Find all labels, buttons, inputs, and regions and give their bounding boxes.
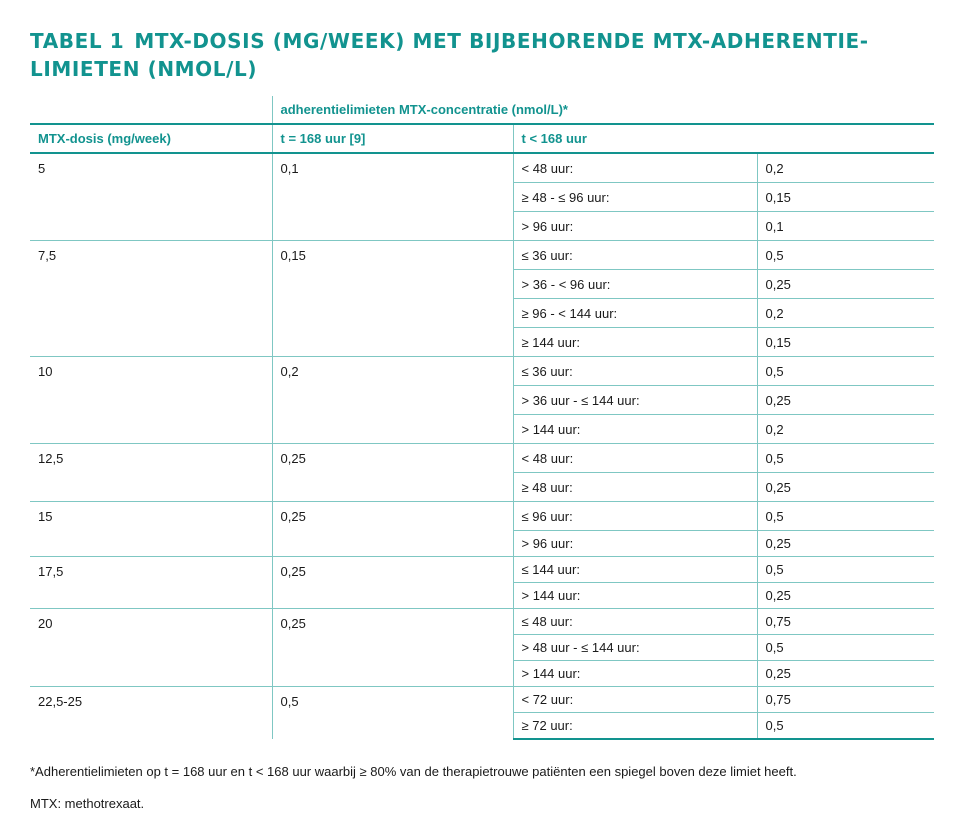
time-range-cell: ≥ 96 - < 144 uur: bbox=[513, 299, 757, 328]
time-range-cell: < 72 uur: bbox=[513, 687, 757, 713]
limit-value-cell: 0,5 bbox=[757, 557, 934, 583]
time-range-cell: > 96 uur: bbox=[513, 531, 757, 557]
limit-value-cell: 0,2 bbox=[757, 153, 934, 183]
column-header-tlt168: t < 168 uur bbox=[513, 124, 934, 153]
limit-value-cell: 0,5 bbox=[757, 713, 934, 740]
time-range-cell: > 48 uur - ≤ 144 uur: bbox=[513, 635, 757, 661]
time-range-cell: ≤ 96 uur: bbox=[513, 502, 757, 531]
table-row bbox=[30, 687, 934, 713]
table-row bbox=[30, 502, 934, 531]
time-range-cell: < 48 uur: bbox=[513, 153, 757, 183]
dose-cell: 22,5-25 bbox=[30, 687, 272, 740]
limit-value-cell: 0,25 bbox=[757, 583, 934, 609]
limit-value-cell: 0,75 bbox=[757, 687, 934, 713]
limit-value-cell: 0,1 bbox=[757, 212, 934, 241]
group-header: adherentielimieten MTX-concentratie (nmol/L)* bbox=[272, 96, 934, 124]
dose-cell: 17,5 bbox=[30, 557, 272, 609]
limit-value-cell: 0,25 bbox=[757, 270, 934, 299]
table-row bbox=[30, 444, 934, 473]
t168-cell: 0,25 bbox=[272, 557, 513, 609]
time-range-cell: ≥ 144 uur: bbox=[513, 328, 757, 357]
abbreviation-note: MTX: methotrexaat. bbox=[30, 796, 145, 811]
limit-value-cell: 0,25 bbox=[757, 661, 934, 687]
table-body bbox=[30, 153, 934, 739]
time-range-cell: > 96 uur: bbox=[513, 212, 757, 241]
t168-cell: 0,25 bbox=[272, 444, 513, 502]
limit-value-cell: 0,75 bbox=[757, 609, 934, 635]
mtx-dose-table bbox=[30, 96, 934, 740]
dose-cell: 20 bbox=[30, 609, 272, 687]
time-range-cell: ≤ 48 uur: bbox=[513, 609, 757, 635]
limit-value-cell: 0,5 bbox=[757, 357, 934, 386]
t168-cell: 0,5 bbox=[272, 687, 513, 740]
t168-cell: 0,15 bbox=[272, 241, 513, 357]
table-row bbox=[30, 609, 934, 635]
dose-cell: 15 bbox=[30, 502, 272, 557]
time-range-cell: > 36 - < 96 uur: bbox=[513, 270, 757, 299]
t168-cell: 0,25 bbox=[272, 502, 513, 557]
t168-cell: 0,1 bbox=[272, 153, 513, 241]
table-title-text: MTX-DOSIS (MG/WEEK) MET BIJBEHORENDE MTX-ADHERENTIE-LIMIETEN (NMOL/L) bbox=[30, 29, 869, 81]
time-range-cell: ≥ 72 uur: bbox=[513, 713, 757, 740]
time-range-cell: ≥ 48 uur: bbox=[513, 473, 757, 502]
table-title bbox=[30, 27, 910, 83]
limit-value-cell: 0,5 bbox=[757, 241, 934, 270]
time-range-cell: > 144 uur: bbox=[513, 415, 757, 444]
column-header-row bbox=[30, 124, 934, 153]
table-number: TABEL 1 bbox=[30, 29, 125, 53]
t168-cell: 0,2 bbox=[272, 357, 513, 444]
limit-value-cell: 0,15 bbox=[757, 328, 934, 357]
column-header-t168: t = 168 uur [9] bbox=[272, 124, 513, 153]
time-range-cell: > 144 uur: bbox=[513, 661, 757, 687]
footnote: *Adherentielimieten op t = 168 uur en t < 168 uur waarbij ≥ 80% van de therapietrouwe patiënten een spiegel boven deze limiet heeft. bbox=[30, 764, 797, 779]
limit-value-cell: 0,5 bbox=[757, 635, 934, 661]
t168-cell: 0,25 bbox=[272, 609, 513, 687]
limit-value-cell: 0,2 bbox=[757, 299, 934, 328]
limit-value-cell: 0,25 bbox=[757, 386, 934, 415]
limit-value-cell: 0,2 bbox=[757, 415, 934, 444]
table-row bbox=[30, 153, 934, 183]
dose-cell: 10 bbox=[30, 357, 272, 444]
limit-value-cell: 0,5 bbox=[757, 444, 934, 473]
dose-cell: 12,5 bbox=[30, 444, 272, 502]
time-range-cell: > 36 uur - ≤ 144 uur: bbox=[513, 386, 757, 415]
time-range-cell: > 144 uur: bbox=[513, 583, 757, 609]
limit-value-cell: 0,25 bbox=[757, 473, 934, 502]
limit-value-cell: 0,5 bbox=[757, 502, 934, 531]
dose-cell: 7,5 bbox=[30, 241, 272, 357]
header-empty-cell bbox=[30, 96, 272, 124]
time-range-cell: ≤ 144 uur: bbox=[513, 557, 757, 583]
limit-value-cell: 0,15 bbox=[757, 183, 934, 212]
group-header-row bbox=[30, 96, 934, 124]
table-row bbox=[30, 557, 934, 583]
time-range-cell: ≤ 36 uur: bbox=[513, 241, 757, 270]
column-header-dose: MTX-dosis (mg/week) bbox=[30, 124, 272, 153]
limit-value-cell: 0,25 bbox=[757, 531, 934, 557]
time-range-cell: ≥ 48 - ≤ 96 uur: bbox=[513, 183, 757, 212]
table-row bbox=[30, 357, 934, 386]
time-range-cell: < 48 uur: bbox=[513, 444, 757, 473]
time-range-cell: ≤ 36 uur: bbox=[513, 357, 757, 386]
table-row bbox=[30, 241, 934, 270]
dose-cell: 5 bbox=[30, 153, 272, 241]
